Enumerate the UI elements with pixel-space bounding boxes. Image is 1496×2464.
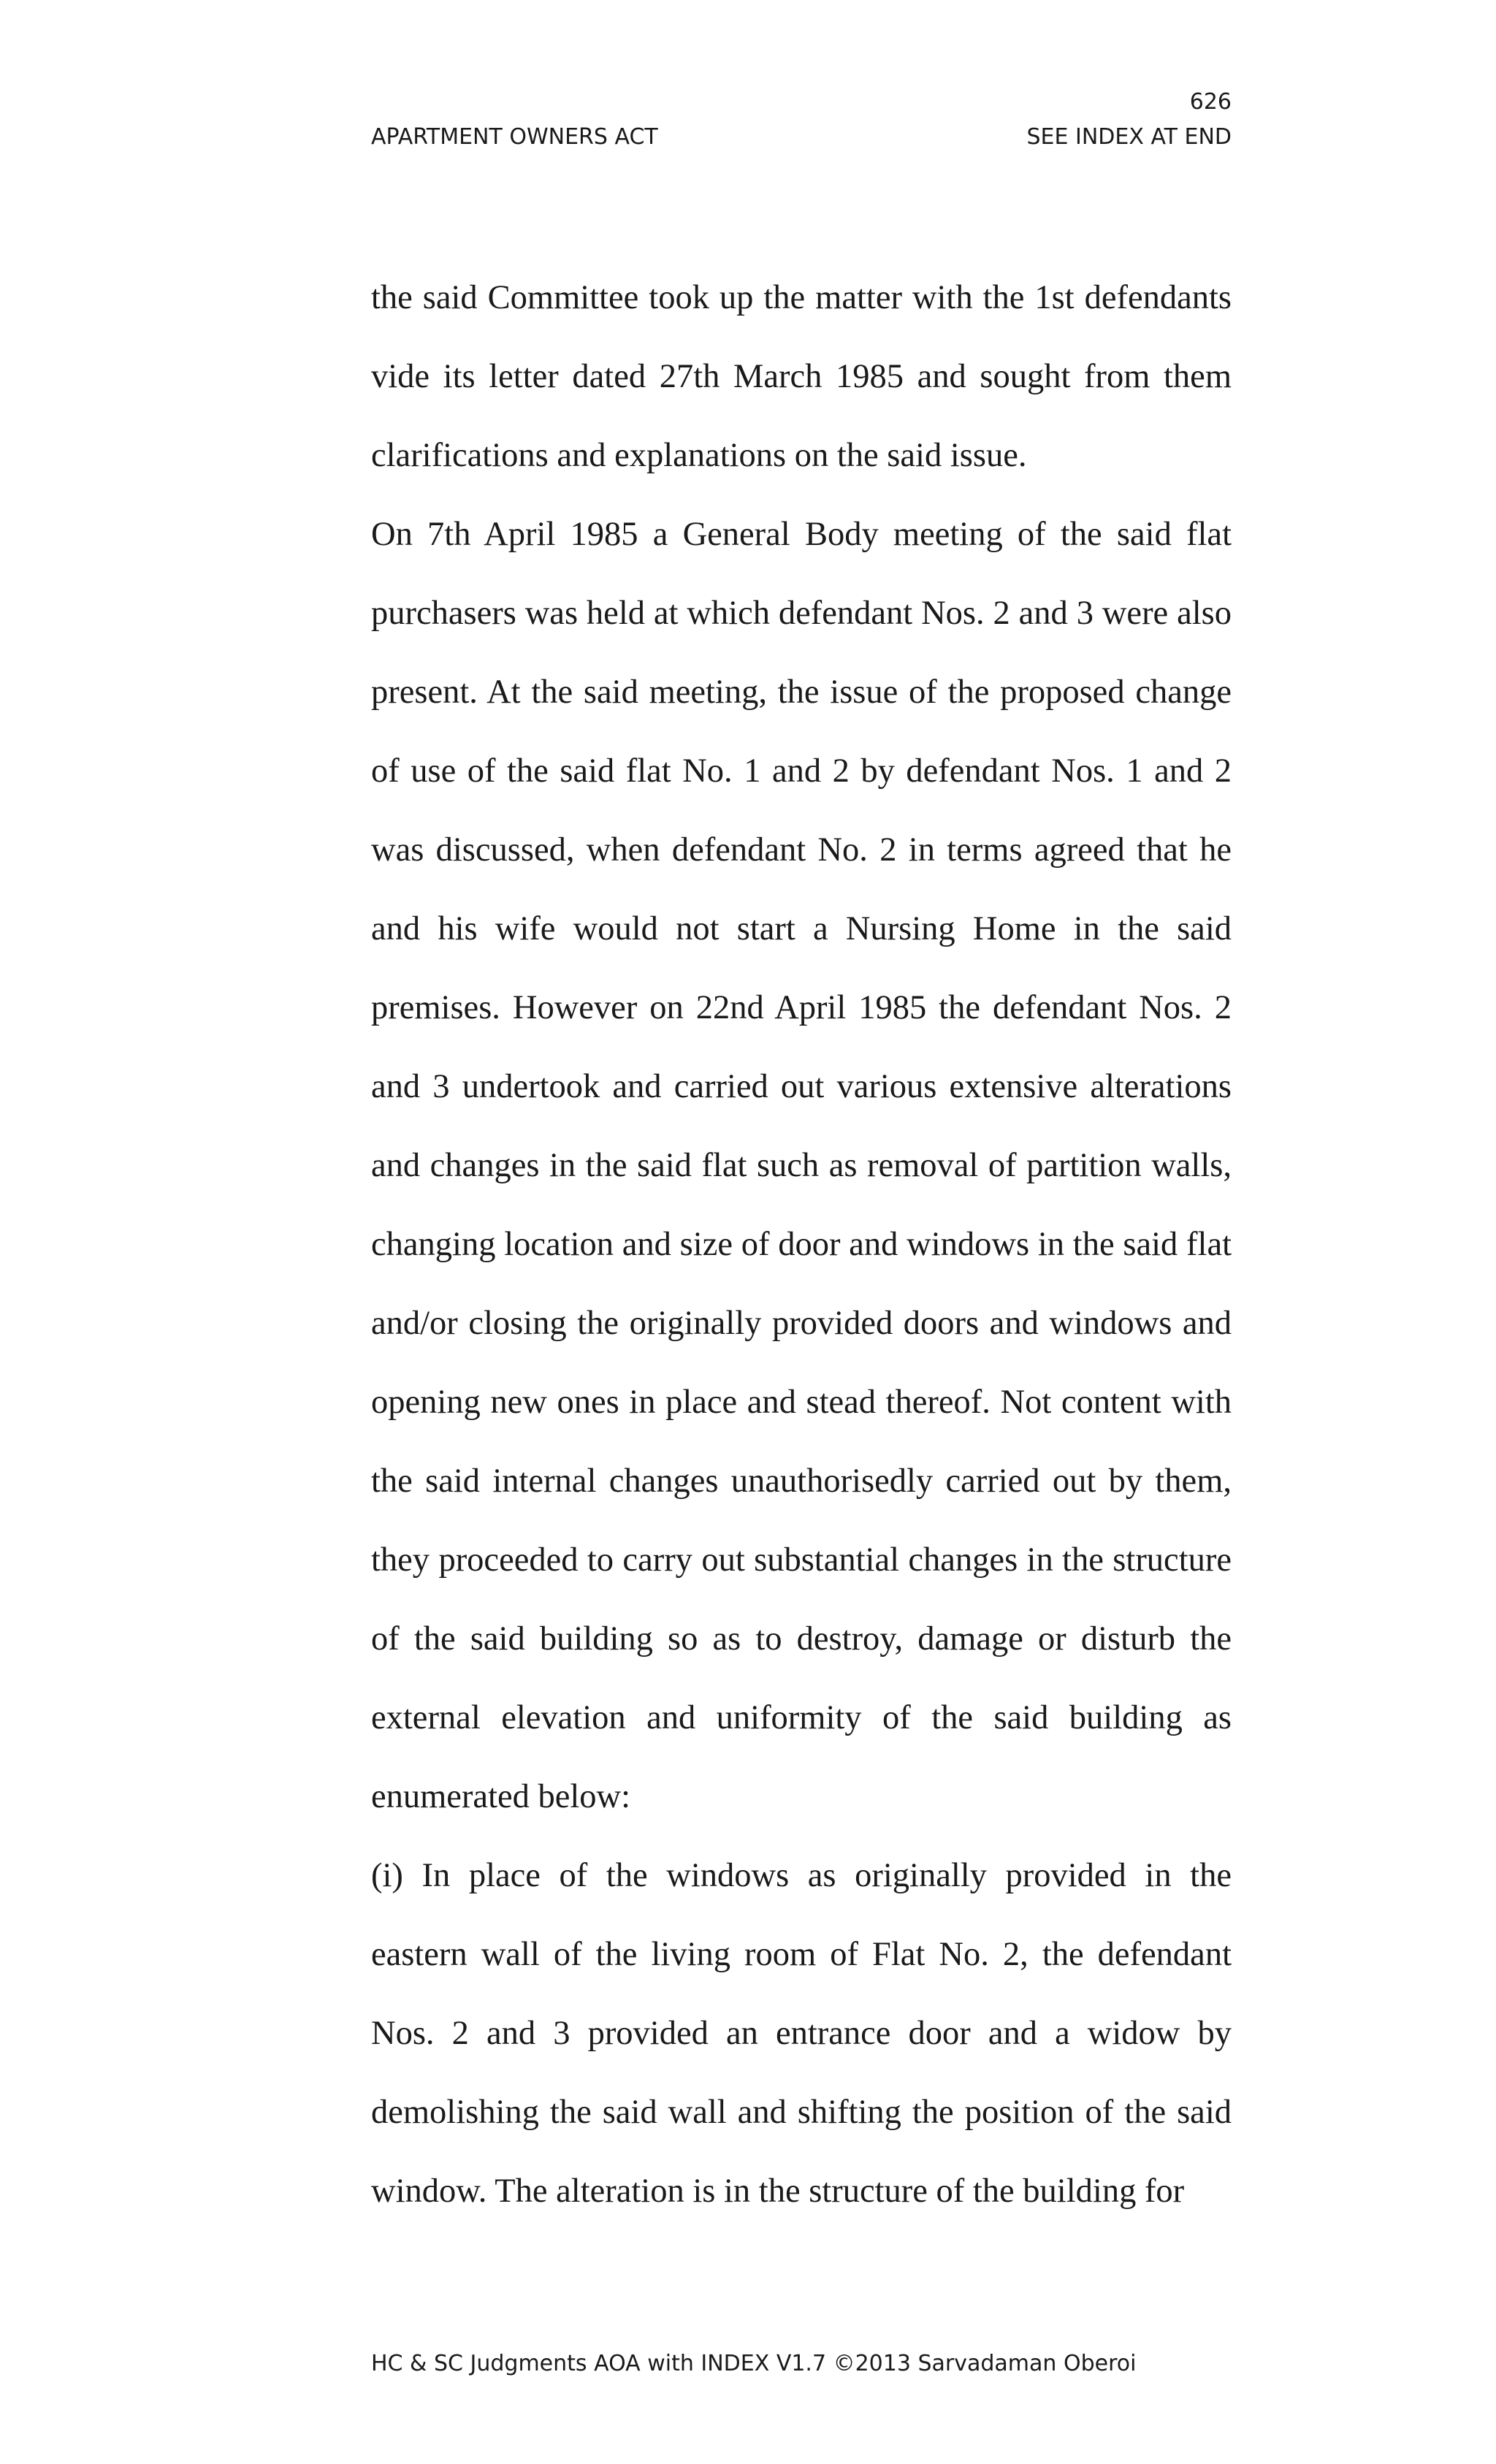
body-paragraph: On 7th April 1985 a General Body meeting of the said flat purchasers was held at which defendant Nos. 2 and 3 were also present. At the said meeting, the issue of the proposed change of use of the said flat No. 1 and 2 by defendant Nos. 1 and 2 was discussed, when defendant No. 2 in terms agreed that he and his wife would not start a Nursing Home in the said premises. However on 22nd April 1985 the defendant Nos. 2 and 3 undertook and carried out various extensive alterations and changes in the said flat such as removal of partition walls, changing location and size of door and windows in the said flat and/or closing the originally provided doors and windows and opening new ones in place and stead thereof. Not content with the said internal changes unauthorisedly carried out by them, they proceeded to carry out substantial changes in the structure of the said building so as to destroy, damage or disturb the external elevation and uniformity of the said building as enumerated below: [371,516,1232,1815]
running-header-title: APARTMENT OWNERS ACT [371,124,658,150]
body-paragraph: the said Committee took up the matter with the 1st defendants vide its letter dated 27th March 1985 and sought from them clarifications and explanations on the said issue. [371,279,1232,474]
running-header-index-note: SEE INDEX AT END [1026,124,1232,150]
document-body [371,259,1232,2231]
page-footer: HC & SC Judgments AOA with INDEX V1.7 ©2013 Sarvadaman Oberoi [371,2351,1137,2376]
body-paragraph: (i) In place of the windows as originally provided in the eastern wall of the living room of Flat No. 2, the defendant Nos. 2 and 3 provided an entrance door and a widow by demolishing the said wall and shifting the position of the said window. The alteration is in the structure of the building for [371,1857,1232,2210]
page-number: 626 [1189,89,1232,115]
